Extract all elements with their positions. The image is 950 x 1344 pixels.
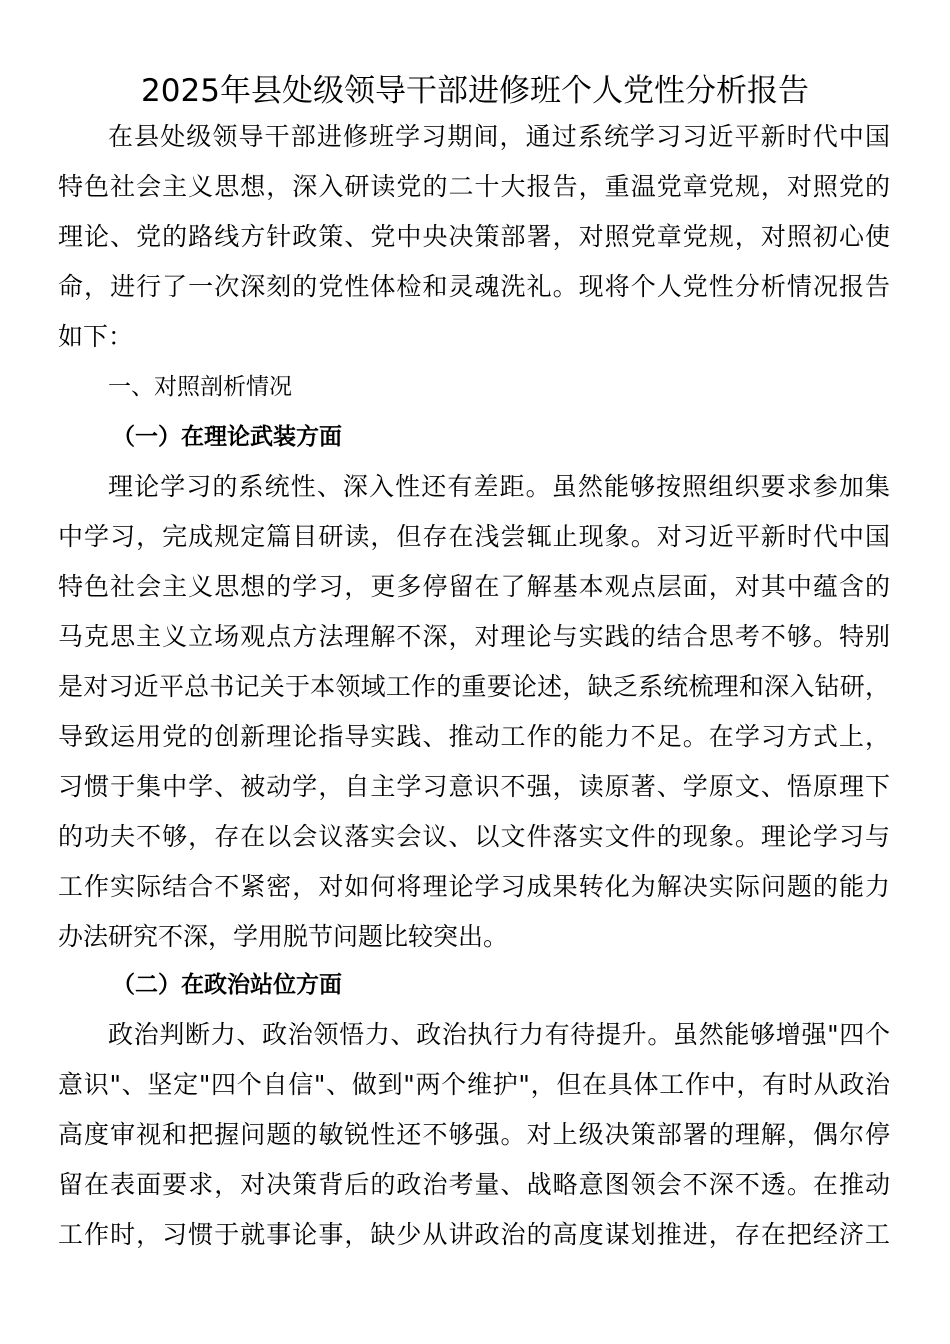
- paragraph-line: 高度审视和把握问题的敏锐性还不够强。对上级决策部署的理解，偶尔停: [58, 1120, 890, 1149]
- paragraph-line: 特色社会主义思想，深入研读党的二十大报告，重温党章党规，对照党的: [58, 172, 890, 201]
- subsection-heading: （二）在政治站位方面: [112, 972, 342, 998]
- paragraph-line: 命，进行了一次深刻的党性体检和灵魂洗礼。现将个人党性分析情况报告: [58, 272, 890, 301]
- paragraph-line: 导致运用党的创新理论指导实践、推动工作的能力不足。在学习方式上，: [58, 722, 890, 751]
- paragraph-line: 意识"、坚定"四个自信"、做到"两个维护"，但在具体工作中，有时从政治: [58, 1070, 890, 1099]
- section-heading: 一、对照剖析情况: [108, 374, 292, 400]
- paragraph-line: 如下：: [58, 322, 134, 351]
- paragraph-line: 办法研究不深，学用脱节问题比较突出。: [58, 922, 509, 951]
- paragraph-line: 理论学习的系统性、深入性还有差距。虽然能够按照组织要求参加集: [108, 472, 890, 501]
- paragraph-line: 中学习，完成规定篇目研读，但存在浅尝辄止现象。对习近平新时代中国: [58, 522, 890, 551]
- paragraph-line: 工作时，习惯于就事论事，缺少从讲政治的高度谋划推进，存在把经济工: [58, 1220, 890, 1249]
- paragraph-line: 是对习近平总书记关于本领域工作的重要论述，缺乏系统梳理和深入钻研，: [58, 672, 890, 701]
- paragraph-line: 在县处级领导干部进修班学习期间，通过系统学习习近平新时代中国: [108, 122, 890, 151]
- paragraph-line: 的功夫不够，存在以会议落实会议、以文件落实文件的现象。理论学习与: [58, 822, 890, 851]
- document-title: 2025年县处级领导干部进修班个人党性分析报告: [141, 73, 809, 109]
- subsection-heading: （一）在理论武装方面: [112, 424, 342, 450]
- paragraph-line: 马克思主义立场观点方法理解不深，对理论与实践的结合思考不够。特别: [58, 622, 890, 651]
- paragraph-line: 政治判断力、政治领悟力、政治执行力有待提升。虽然能够增强"四个: [108, 1020, 890, 1049]
- paragraph-line: 留在表面要求，对决策背后的政治考量、战略意图领会不深不透。在推动: [58, 1170, 890, 1199]
- paragraph-line: 特色社会主义思想的学习，更多停留在了解基本观点层面，对其中蕴含的: [58, 572, 890, 601]
- paragraph-line: 理论、党的路线方针政策、党中央决策部署，对照党章党规，对照初心使: [58, 222, 890, 251]
- paragraph-line: 习惯于集中学、被动学，自主学习意识不强，读原著、学原文、悟原理下: [58, 772, 890, 801]
- paragraph-line: 工作实际结合不紧密，对如何将理论学习成果转化为解决实际问题的能力: [58, 872, 890, 901]
